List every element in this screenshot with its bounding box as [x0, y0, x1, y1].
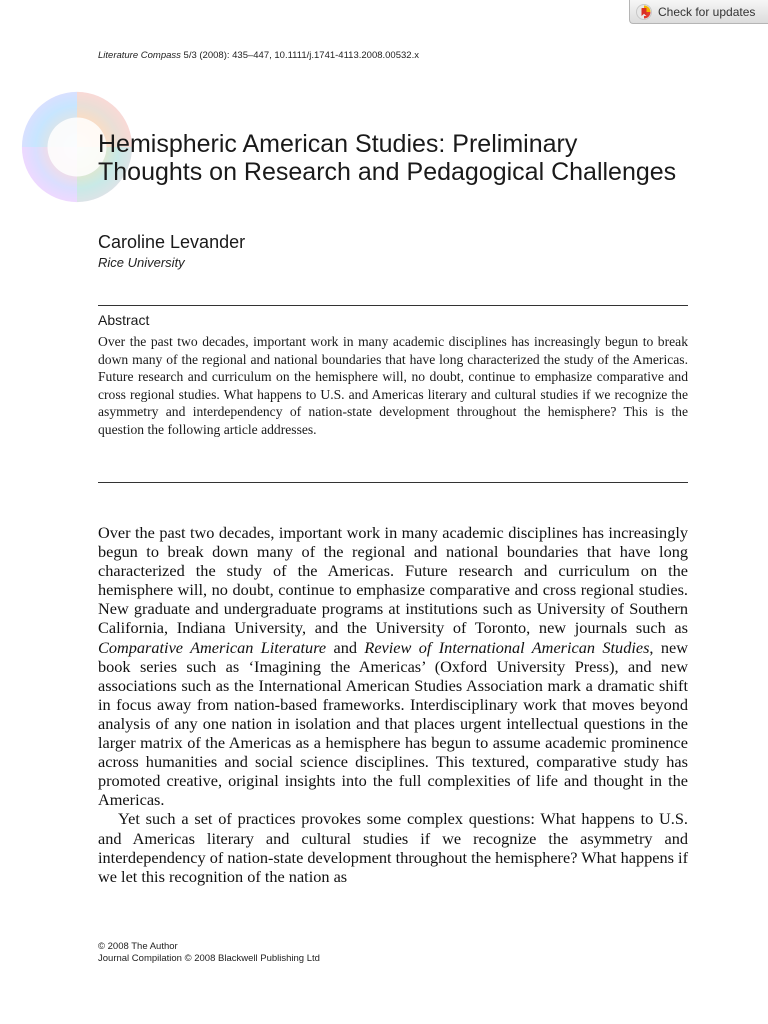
check-for-updates-button[interactable] — [629, 0, 768, 24]
citation-journal: Literature Compass — [98, 50, 181, 61]
article-title: Hemispheric American Studies: Preliminary Thoughts on Research and Pedagogical Challenges — [98, 130, 677, 186]
check-updates-label: Check for updates — [658, 4, 756, 19]
copyright-author: © 2008 The Author — [98, 941, 178, 952]
journal-title-italic: Comparative American Literature — [98, 637, 327, 657]
citation-details: 5/3 (2008): 435–447, 10.1111/j.1741-4113.2008.00532.x — [183, 50, 419, 61]
abstract-heading: Abstract — [98, 312, 150, 328]
body-paragraph — [98, 523, 688, 809]
copyright-journal: Journal Compilation © 2008 Blackwell Publishing Ltd — [98, 952, 320, 964]
body-text-run: and — [326, 637, 365, 657]
citation-line — [98, 50, 419, 61]
body-text-run: , new book series such as ‘Imagining the Americas’ (Oxford University Press), and new associations such as the International American Studies Association mark a dramatic shift in focus away from nation-based frameworks. Interdisciplinary work that moves beyond analysis of any one nation in isolation and that places urgent intellectual questions in the larger matrix of the Americas as a hemisphere has begun to assume academic prominence across humanities and social science disciplines. This textured, comparative study has promoted creative, original insights into the full complexities of life and thought in the Americas. — [98, 637, 688, 810]
author-name: Caroline Levander — [98, 232, 246, 252]
abstract-bottom-rule — [98, 482, 688, 483]
abstract-top-rule — [98, 305, 688, 306]
check-updates-icon — [636, 4, 652, 20]
journal-title-italic: Review of International American Studies — [364, 637, 650, 657]
body-text-run: Over the past two decades, important work in many academic disciplines has increasingly begun to break down many of the regional and national boundaries that have long characterized the study of the Americas. Future research and curriculum on the hemisphere will, no doubt, continue to emphasize comparative and cross regional studies. New graduate and undergraduate programs at institutions such as University of Southern California, Indiana University, and the University of Toronto, new journals such as — [98, 523, 688, 638]
abstract-text: Over the past two decades, important work in many academic disciplines has increasingly begun to break down many of the regional and national boundaries that have long characterized the study of the Americas. Future research and curriculum on the hemisphere will, no doubt, continue to emphasize comparative and cross regional studies. What happens to U.S. and Americas literary and cultural studies if we recognize the asymmetry and interdependency of nation-state development throughout the hemisphere? This is the question the following article addresses. — [98, 334, 688, 437]
author-affiliation: Rice University — [98, 255, 185, 270]
copyright-footer — [98, 941, 320, 964]
body-paragraph: Yet such a set of practices provokes some complex questions: What happens to U.S. and Americas literary and cultural studies if we recognize the asymmetry and interdependency of nation-state development throughout the hemisphere? What happens if we let this recognition of the nation as — [98, 809, 688, 886]
article-body — [98, 523, 688, 886]
